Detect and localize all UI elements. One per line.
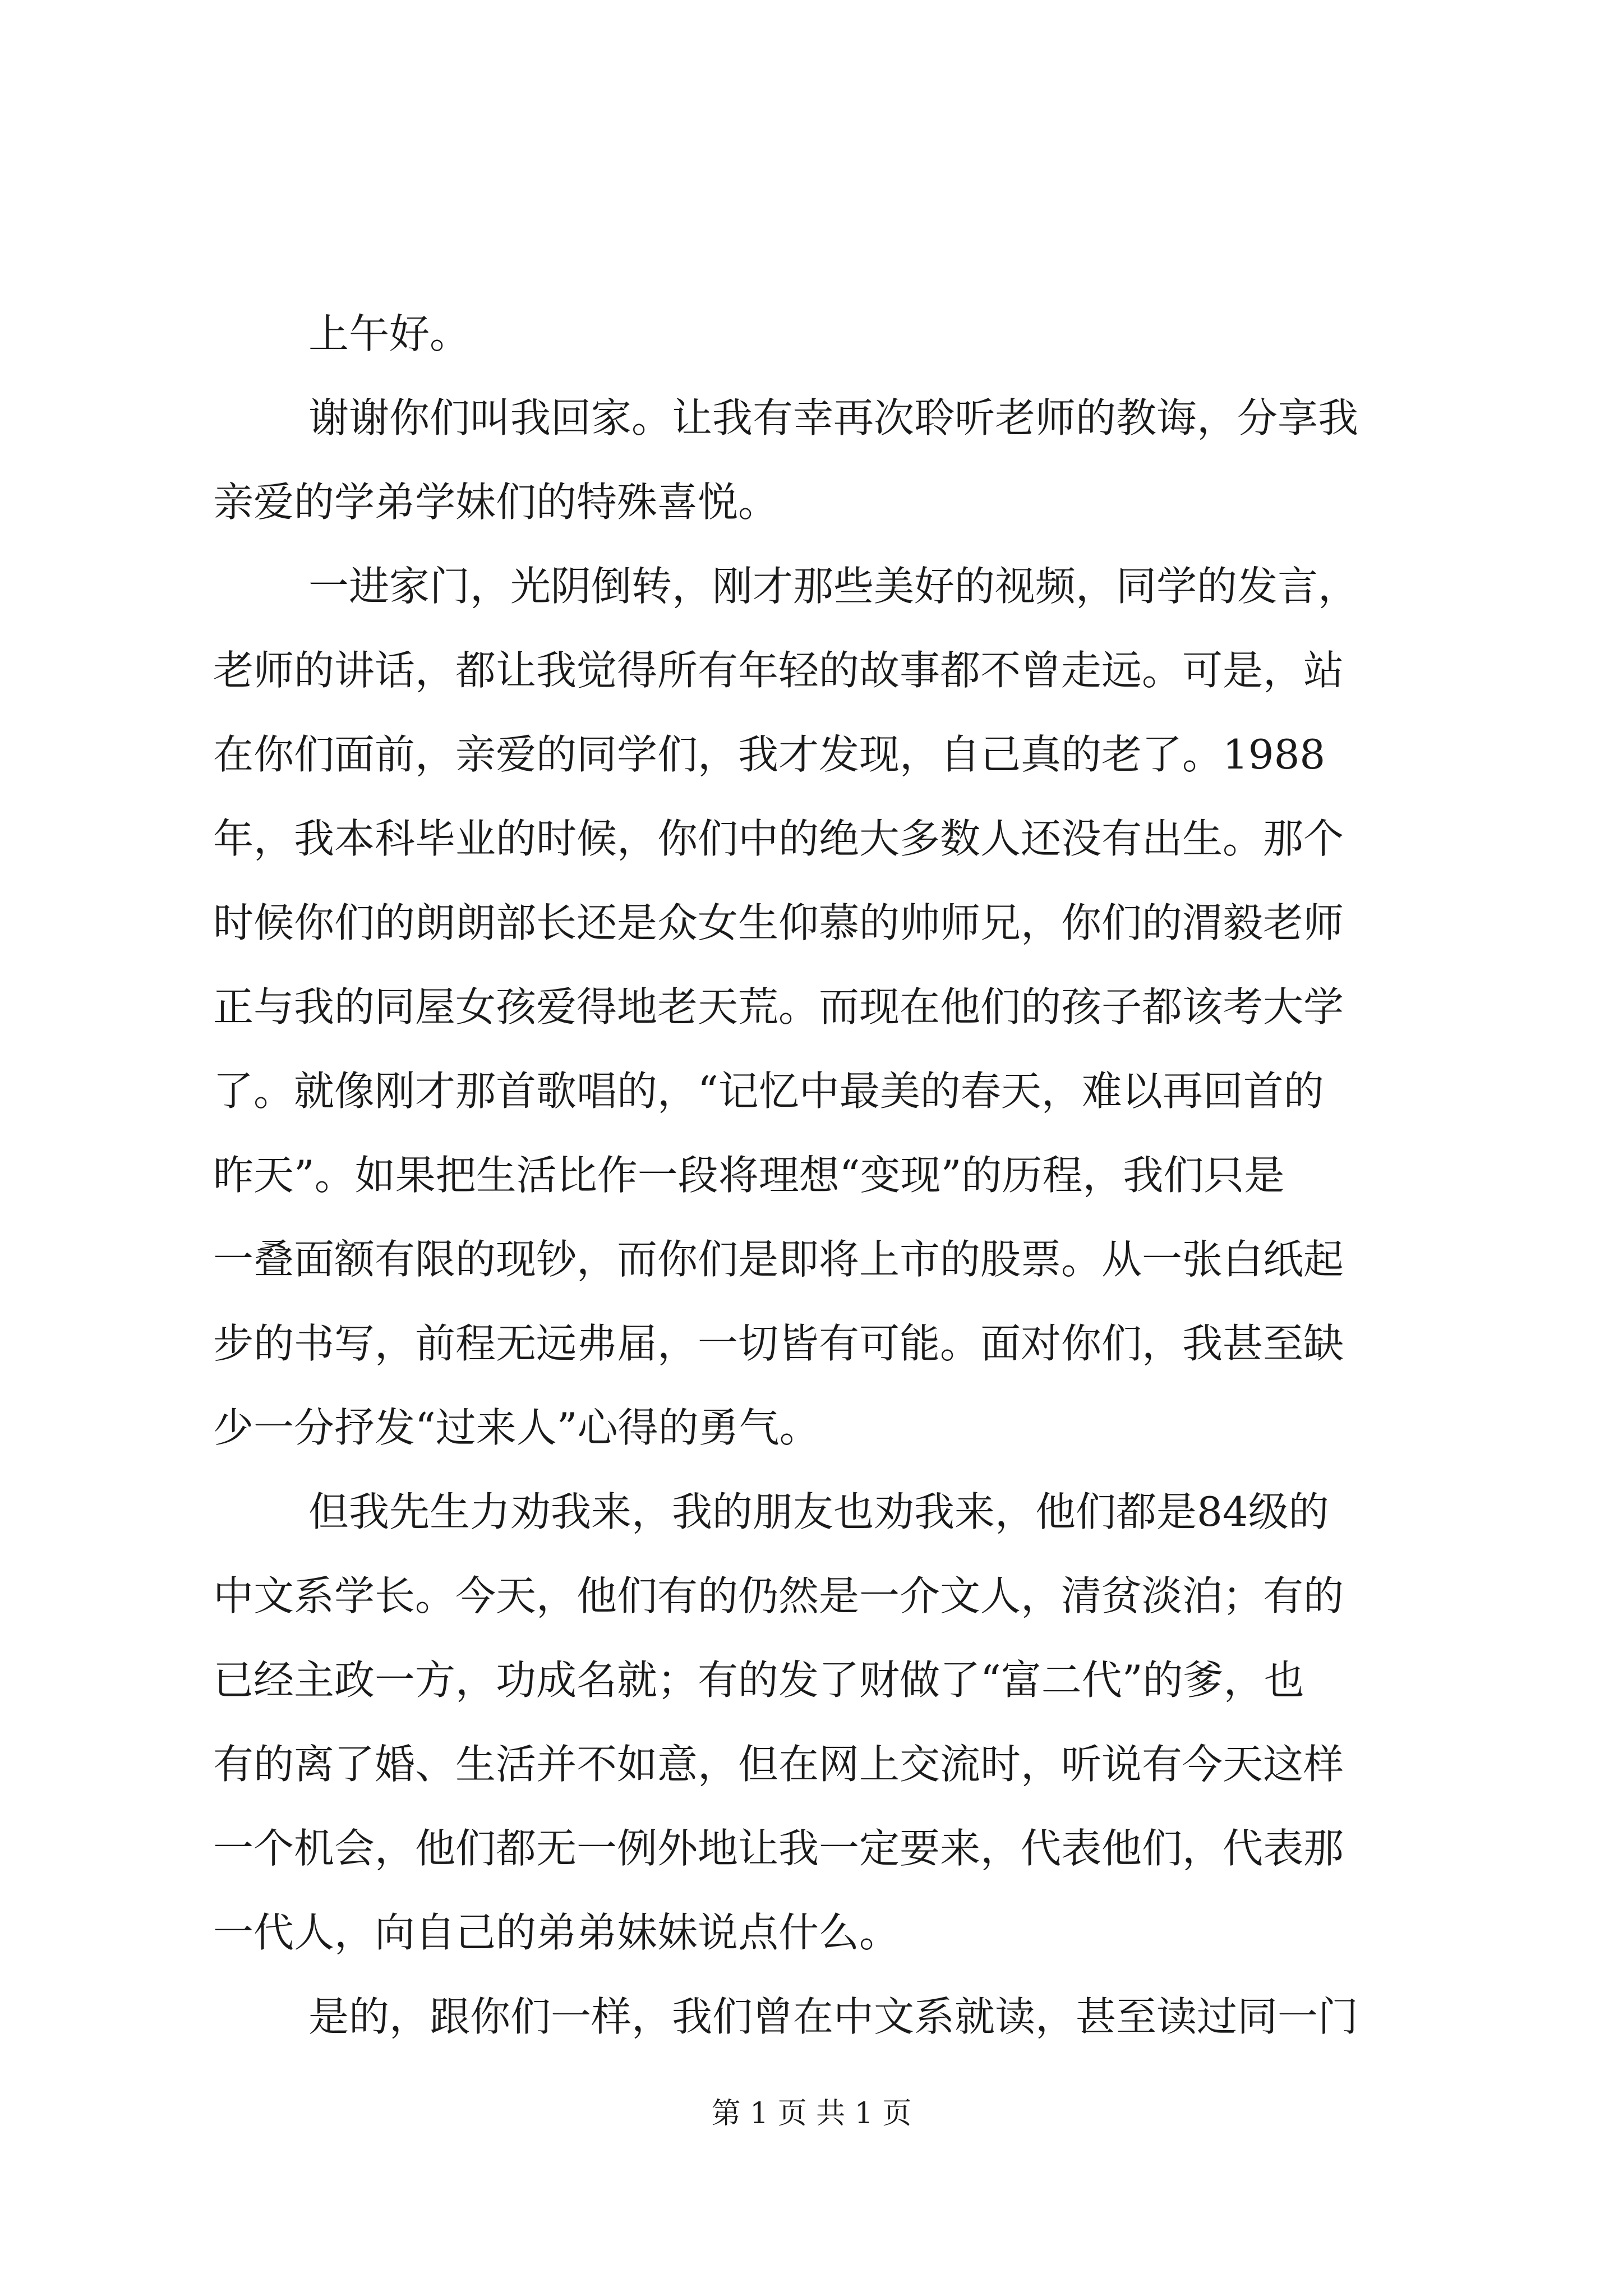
paragraph-line: 在你们面前，亲爱的同学们，我才发现，自己真的老了。1988 [213,731,1326,778]
paragraph-line: 中文系学长。今天，他们有的仍然是一介文人，清贫淡泊；有的 [213,1572,1344,1619]
paragraph-line: 一个机会，他们都无一例外地让我一定要来，代表他们，代表那 [213,1825,1344,1872]
paragraph-line: 老师的讲话，都让我觉得所有年轻的故事都不曾走远。可是，站 [213,647,1344,694]
paragraph-line: 少一分抒发“过来人”心得的勇气。 [213,1404,820,1451]
paragraph-line: 谢谢你们叫我回家。让我有幸再次聆听老师的教诲，分享我 [308,394,1359,441]
paragraph-line: 步的书写，前程无远弗届，一切皆有可能。面对你们，我甚至缺 [213,1320,1344,1367]
paragraph-line: 一进家门，光阴倒转，刚才那些美好的视频，同学的发言， [308,563,1359,610]
paragraph-line: 有的离了婚、生活并不如意，但在网上交流时，听说有今天这样 [213,1741,1344,1788]
document-body [213,292,1419,2059]
paragraph-line: 了。就像刚才那首歌唱的，“记忆中最美的春天，难以再回首的 [213,1068,1324,1115]
paragraph-line: 已经主政一方，功成名就；有的发了财做了“富二代”的爹，也 [213,1657,1304,1704]
paragraph-line: 年，我本科毕业的时候，你们中的绝大多数人还没有出生。那个 [213,815,1344,862]
paragraph-line: 一叠面额有限的现钞，而你们是即将上市的股票。从一张白纸起 [213,1236,1344,1283]
paragraph-line: 时候你们的朗朗部长还是众女生仰慕的帅师兄，你们的渭毅老师 [213,899,1344,946]
paragraph-line: 昨天”。如果把生活比作一段将理想“变现”的历程，我们只是 [213,1152,1285,1199]
paragraph-line: 正与我的同屋女孩爱得地老天荒。而现在他们的孩子都该考大学 [213,983,1344,1030]
paragraph-line: 一代人，向自己的弟弟妹妹说点什么。 [213,1909,900,1956]
paragraph-line: 是的，跟你们一样，我们曾在中文系就读，甚至读过同一门 [308,1993,1359,2040]
paragraph-line: 但我先生力劝我来，我的朋友也劝我来，他们都是84级的 [308,1488,1329,1535]
paragraph-line: 上午好。 [308,310,471,357]
page-footer: 第 1 页 共 1 页 [711,2097,912,2131]
paragraph-line: 亲爱的学弟学妹们的特殊喜悦。 [213,478,779,526]
